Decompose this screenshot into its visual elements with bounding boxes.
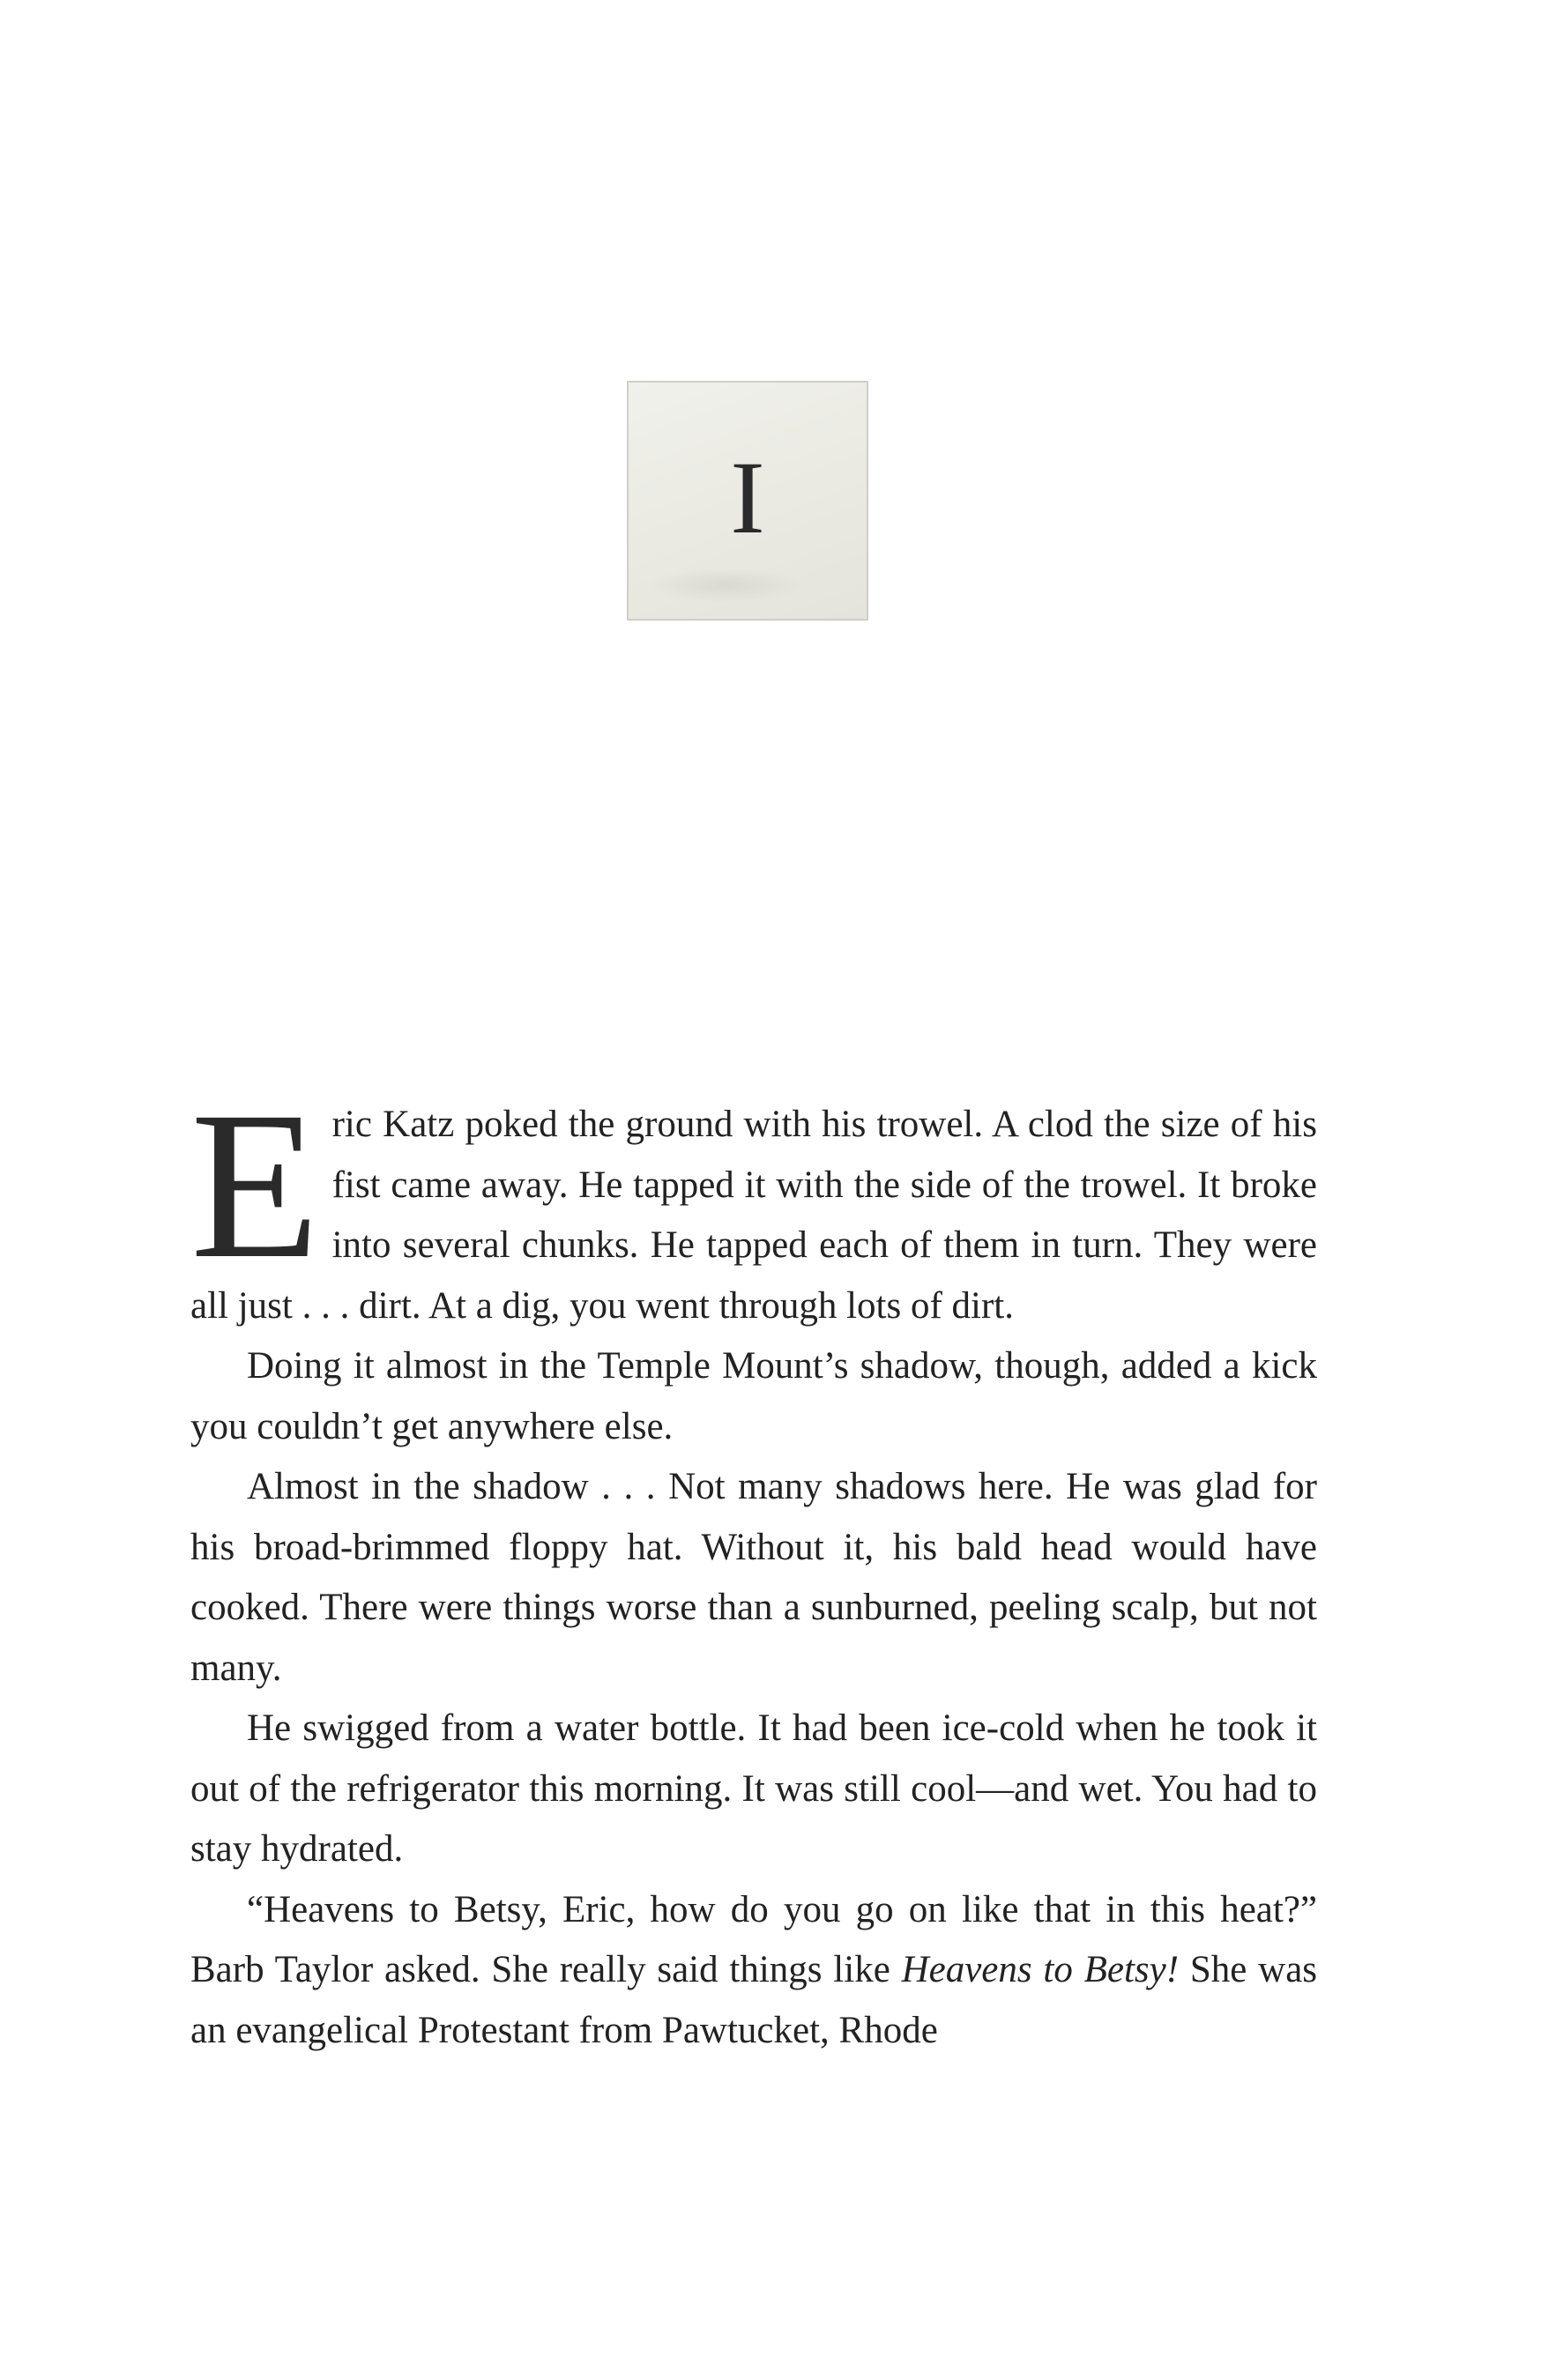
paragraph-1 <box>190 1067 1317 1336</box>
paragraph-5-text-b: She was an evangelical Protestant from Pawtucket, Rhode <box>190 1949 1318 2051</box>
paragraph-5-italic: Heavens to Betsy! <box>901 1949 1180 1990</box>
chapter-body-text <box>190 1067 1318 2061</box>
paragraph-1-text: ric Katz poked the ground with his trowel. A clod the size of his fist came away. He tapped it with the side of the trowel. It broke into several chunks. He tapped each of them in turn. They were all just . . . dirt. At a dig, you went through lots of dirt. <box>190 1104 1317 1327</box>
paragraph-5 <box>190 1880 1317 2062</box>
paragraph-2: Doing it almost in the Temple Mount’s shadow, though, added a kick you couldn’t get anywhere else. <box>190 1345 1317 1447</box>
paragraph-5-text-a: “Heavens to Betsy, Eric, how do you go on like that in this heat?” Barb Taylor asked. She really said things like <box>190 1888 1317 1990</box>
chapter-number-box <box>627 381 868 621</box>
paragraph-3: Almost in the shadow . . . Not many shadows here. He was glad for his broad-brimmed floppy hat. Without it, his bald head would have cooked. There were things worse than a sunburned, peeling scalp, but not many. <box>190 1466 1317 1689</box>
paragraph-4: He swigged from a water bottle. It had been ice-cold when he took it out of the refrigerator this morning. It was still cool—and wet. You had to stay hydrated. <box>190 1707 1317 1870</box>
drop-cap: E <box>190 1067 320 1302</box>
chapter-number: I <box>730 440 765 555</box>
